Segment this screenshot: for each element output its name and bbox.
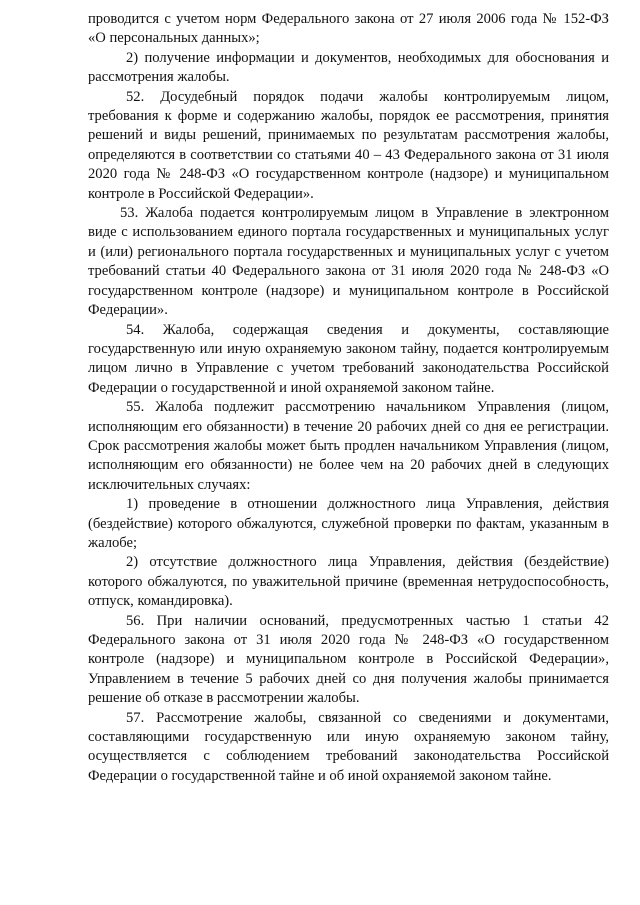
paragraph-continuation: проводится с учетом норм Федерального закона от 27 июля 2006 года № 152-ФЗ «О персональных данных»; (88, 11, 609, 47)
paragraph-53: 53. Жалоба подается контролируемым лицом в Управление в электронном виде с использованием единого портала государственных и муниципальных услуг и (или) регионального портала государственных и муниципальных услуг с учетом требований статьи 40 Федерального закона от 31 июля 2020 года № 248-ФЗ «О государственном контроле (надзоре) и муниципальном контроле в Российской Федерации». (88, 205, 609, 319)
paragraph-55-item-1: 1) проведение в отношении должностного лица Управления, действия (бездействие) которого обжалуются, служебной проверки по фактам, указанным в жалобе; (88, 496, 609, 551)
paragraph-56: 56. При наличии оснований, предусмотренных частью 1 статьи 42 Федерального закона от 31 июля 2020 года № 248-ФЗ «О государственном контроле (надзоре) и муниципальном контроле в Российской Федерации», Управлением в течение 5 рабочих дней со дня получения жалобы принимается решение об отказе в рассмотрении жалобы. (88, 612, 609, 707)
paragraph-52: 52. Досудебный порядок подачи жалобы контролируемым лицом, требования к форме и содержанию жалобы, порядок ее рассмотрения, принятия решений и виды решений, принимаемых по результатам рассмотрения жалобы, определяются в соответствии со статьями 40 – 43 Федерального закона от 31 июля 2020 года № 248-ФЗ «О государственном контроле (надзоре) и муниципальном контроле в Российской Федерации». (88, 88, 609, 202)
paragraph-57: 57. Рассмотрение жалобы, связанной со сведениями и документами, составляющими государственную или иную охраняемую законом тайну, осуществляется с соблюдением требований законодательства Российской Федерации о государственной тайне и об иной охраняемой законом тайне. (88, 709, 609, 784)
document-page (88, 10, 609, 786)
paragraph-54: 54. Жалоба, содержащая сведения и документы, составляющие государственную или иную охраняемую законом тайну, подается контролируемым лицом лично в Управление с учетом требований законодательства Российской Федерации о государственной и иной охраняемой законом тайне. (88, 321, 609, 396)
paragraph-55-item-2: 2) отсутствие должностного лица Управления, действия (бездействие) которого обжалуются, по уважительной причине (временная нетрудоспособность, отпуск, командировка). (88, 554, 609, 610)
paragraph-55: 55. Жалоба подлежит рассмотрению начальником Управления (лицом, исполняющим его обязанности) в течение 20 рабочих дней со дня ее регистрации. Срок рассмотрения жалобы может быть продлен начальником Управления (лицом, исполняющим его обязанности) не более чем на 20 рабочих дней в следующих исключительных случаях: (88, 399, 609, 493)
paragraph-item-2: 2) получение информации и документов, необходимых для обоснования и рассмотрения жалобы. (88, 49, 609, 86)
